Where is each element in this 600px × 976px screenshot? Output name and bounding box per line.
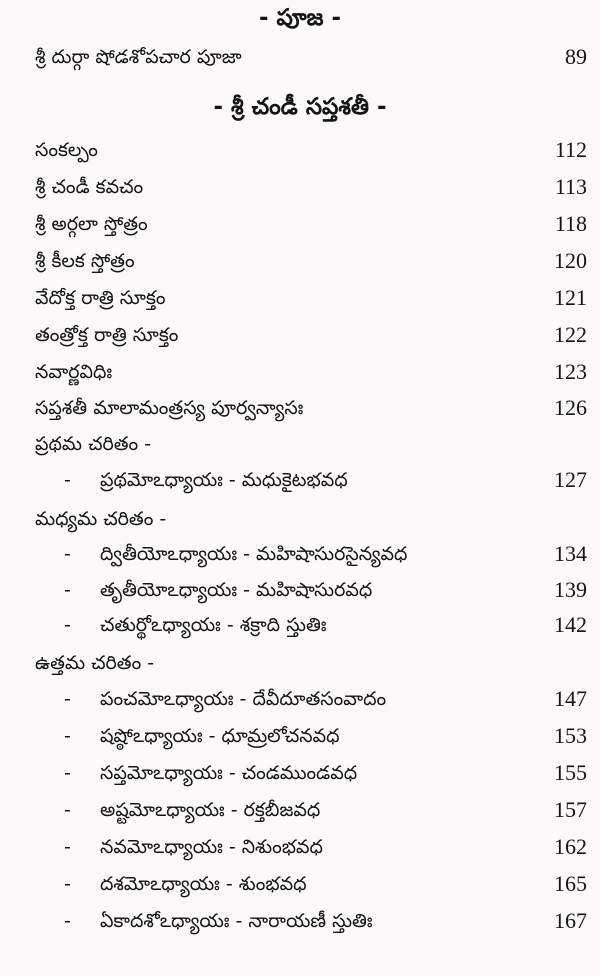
entry-title: నవమోఽధ్యాయః - నిశుంభవధ: [100, 836, 323, 858]
toc-entry: [0, 318, 600, 352]
toc-entry: [0, 281, 600, 315]
entry-title: తృతీయోఽధ్యాయః - మహిషాసురవధ: [100, 579, 373, 601]
entry-title: అష్టమోఽధ్యాయః - రక్తబీజవధ: [100, 799, 321, 821]
toc-entry: [0, 904, 600, 938]
entry-page-number: 112: [554, 137, 587, 162]
toc-entry: [0, 391, 600, 425]
entry-page-number: 165: [554, 871, 587, 896]
entry-title: శ్రీ అర్గలా స్తోత్రం: [35, 213, 148, 235]
group-title: మధ్యమ చరితం -: [35, 508, 167, 530]
entry-title: వేదోక్త రాత్రి సూక్తం: [35, 287, 166, 309]
entry-title: శ్రీ చండీ కవచం: [35, 176, 144, 198]
toc-entry: [0, 608, 600, 642]
entry-page-number: 157: [554, 797, 587, 822]
toc-entry: [0, 793, 600, 827]
toc-entry: [0, 40, 600, 74]
entry-page-number: 147: [554, 686, 587, 711]
entry-title: చతుర్థోఽధ్యాయః - శక్రాది స్తుతిః: [100, 614, 327, 636]
entry-page-number: 134: [554, 541, 587, 566]
entry-page-number: 121: [554, 285, 587, 310]
entry-page-number: 162: [554, 834, 587, 859]
toc-entry: [0, 207, 600, 241]
toc-entry: [0, 537, 600, 571]
entry-dash: -: [64, 688, 71, 710]
entry-title: తంత్రోక్త రాత్రి సూక్తం: [35, 324, 179, 346]
entry-dash: -: [64, 725, 71, 747]
entry-page-number: 153: [554, 723, 587, 748]
entry-title: షష్ఠోఽధ్యాయః - ధూమ్రలోచనవధ: [100, 725, 340, 747]
section-heading-chandi-saptashati: - శ్రీ చండీ సప్తశతీ -: [213, 94, 387, 120]
toc-entry: [0, 756, 600, 790]
toc-entry: [0, 682, 600, 716]
entry-title: పంచమోఽధ్యాయః - దేవీదూతసంవాదం: [100, 688, 387, 710]
toc-group-heading: [0, 646, 600, 680]
entry-title: సంకల్పం: [35, 139, 98, 161]
entry-page-number: 113: [554, 174, 587, 199]
entry-dash: -: [64, 762, 71, 784]
toc-group-heading: [0, 502, 600, 536]
entry-page-number: 126: [554, 395, 587, 420]
entry-page-number: 155: [554, 760, 587, 785]
entry-title: సప్తమోఽధ్యాయః - చండముండవధ: [100, 762, 358, 784]
entry-title: నవార్ణవిధిః: [35, 361, 113, 383]
toc-entry: [0, 133, 600, 167]
entry-title: సప్తశతీ మాలామంత్రస్య పూర్వన్యాసః: [35, 397, 304, 419]
entry-dash: -: [64, 543, 71, 565]
group-title: ఉత్తమ చరితం -: [35, 652, 155, 674]
entry-title: శ్రీ దుర్గా షోడశోపచార పూజా: [35, 46, 242, 68]
entry-page-number: 127: [554, 467, 587, 492]
entry-page-number: 118: [554, 211, 587, 236]
entry-page-number: 167: [554, 908, 587, 933]
toc-entry: [0, 719, 600, 753]
section-heading-pooja: - పూజ -: [258, 5, 342, 31]
toc-entry: [0, 830, 600, 864]
entry-dash: -: [64, 836, 71, 858]
entry-page-number: 139: [554, 577, 587, 602]
group-title: ప్రథమ చరితం -: [35, 433, 152, 455]
entry-title: ప్రథమోఽధ్యాయః - మధుకైటభవధ: [100, 469, 348, 491]
toc-entry: [0, 244, 600, 278]
entry-dash: -: [64, 579, 71, 601]
toc-entry: [0, 867, 600, 901]
toc-entry: [0, 463, 600, 497]
entry-dash: -: [64, 873, 71, 895]
entry-title: శ్రీ కీలక స్తోత్రం: [35, 250, 135, 272]
entry-page-number: 123: [554, 359, 587, 384]
toc-entry: [0, 573, 600, 607]
entry-dash: -: [64, 910, 71, 932]
toc-group-heading: [0, 427, 600, 461]
toc-entry: [0, 170, 600, 204]
entry-page-number: 122: [554, 322, 587, 347]
entry-title: దశమోఽధ్యాయః - శుంభవధ: [100, 873, 307, 895]
entry-title: ద్వితీయోఽధ్యాయః - మహిషాసురసైన్యవధ: [100, 543, 408, 565]
entry-page-number: 89: [565, 44, 587, 69]
entry-page-number: 120: [554, 248, 587, 273]
entry-dash: -: [64, 614, 71, 636]
entry-title: ఏకాదశోఽధ్యాయః - నారాయణీ స్తుతిః: [100, 910, 373, 932]
entry-dash: -: [64, 799, 71, 821]
toc-entry: [0, 355, 600, 389]
entry-page-number: 142: [554, 612, 587, 637]
entry-dash: -: [64, 469, 71, 491]
